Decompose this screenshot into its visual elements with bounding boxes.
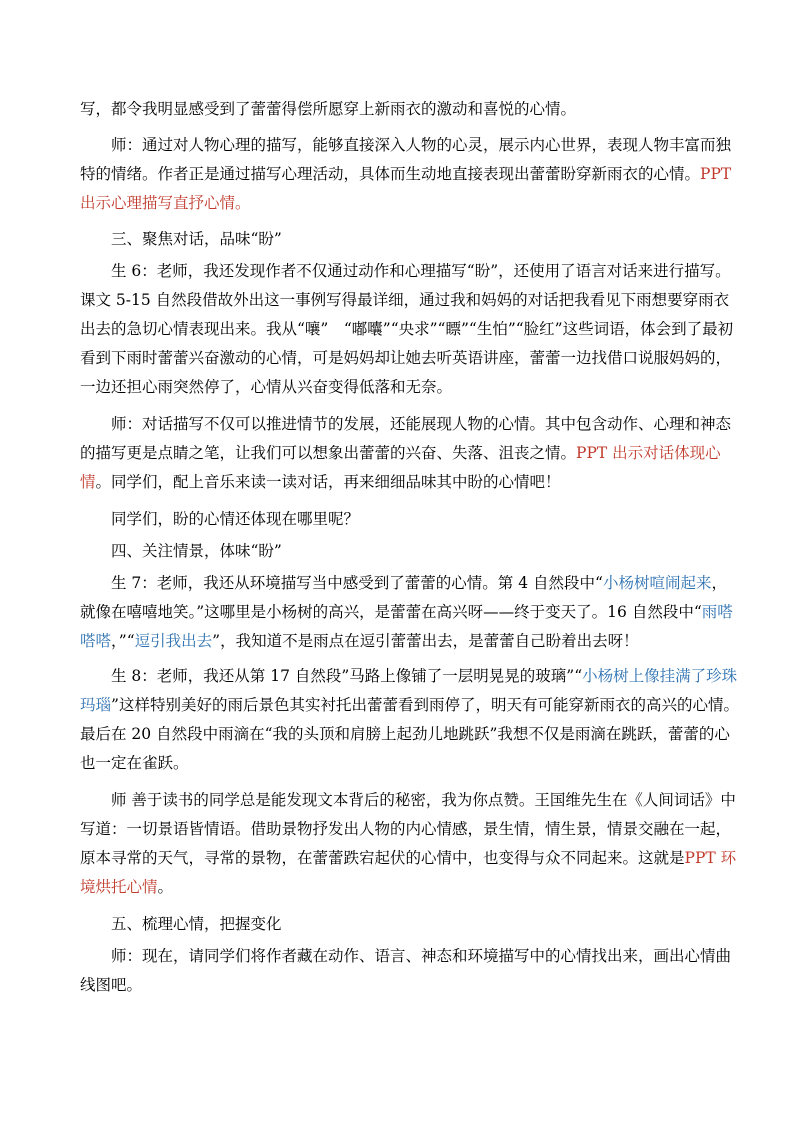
quote-highlight: 逗引我出去 xyxy=(134,632,213,650)
text-run: 师：对话描写不仅可以推进情节的发展，还能展现人物的心情。其中包含动作、心理和神态的描写更是点睛之笔，让我们可以想象出蕾蕾的兴奋、失落、沮丧之情。 xyxy=(80,415,732,462)
paragraph-teacher-dialogue xyxy=(80,410,740,497)
section-heading-4 xyxy=(80,537,740,566)
paragraph-teacher-scenery xyxy=(80,786,740,902)
text-run: 。同学们，配上音乐来读一读对话，再来细细品味其中盼的心情吧！ xyxy=(95,473,561,491)
text-run: 师：通过对人物心理的描写，能够直接深入人物的心灵，展示内心世界，表现人物丰富而独特的情绪。作者正是通过描写心理活动，具体而生动地直接表现出蕾蕾盼穿新雨衣的心情。 xyxy=(80,136,732,183)
paragraph-question xyxy=(80,505,740,534)
text-run: ”这样特别美好的雨后景色其实衬托出蕾蕾看到雨停了，明天有可能穿新雨衣的高兴的心情。最后在 20 自然段中雨滴在“我的头顶和肩膀上起劲儿地跳跃”我想不仅是雨滴在跳跃，蕾蕾的心也一定在雀跃。 xyxy=(80,696,739,772)
heading-text: 五、梳理心情，把握变化 xyxy=(111,915,282,933)
text-run: ”，我知道不是雨点在逗引蕾蕾出去，是蕾蕾自己盼着出去呀！ xyxy=(212,632,639,650)
section-heading-5 xyxy=(80,910,740,939)
text-run: 同学们，盼的心情还体现在哪里呢？ xyxy=(111,510,360,528)
text-run: 师：现在，请同学们将作者藏在动作、语言、神态和环境描写中的心情找出来，画出心情曲线图吧。 xyxy=(80,947,732,994)
text-run: ，就像在嘻嘻地笑。”这哪里是小杨树的高兴，是蕾蕾在高兴呀——终于变天了。16 自然段中“ xyxy=(80,574,727,621)
text-run: ，”“ xyxy=(111,632,135,650)
section-heading-3 xyxy=(80,225,740,254)
paragraph-student-8 xyxy=(80,662,740,778)
quote-highlight: 小杨树喧闹起来 xyxy=(602,574,712,592)
text-run: 。 xyxy=(157,878,174,896)
paragraph-teacher-psychology xyxy=(80,131,740,218)
text-run: 生 8：老师，我还从第 17 自然段”马路上像铺了一层明晃晃的玻璃”“ xyxy=(111,667,583,685)
heading-text: 三、聚焦对话，品味“盼” xyxy=(111,230,282,248)
text-run: 写，都令我明显感受到了蕾蕾得偿所愿穿上新雨衣的激动和喜悦的心情。 xyxy=(80,100,577,118)
paragraph-continuation xyxy=(80,95,740,124)
text-run: 生 6：老师，我还发现作者不仅通过动作和心理描写“盼”，还使用了语言对话来进行描写。课文 5-15 自然段借故外出这一事例写得最详细，通过我和妈妈的对话把我看见下雨想要穿雨衣出去的急切心情表现出来。我从“嚷” “嘟囔”“央求”“瞟”“生怕”“脸红”这些词语，体会到了最初看到下雨时蕾蕾兴奋激动的心情，可是妈妈却让她去听英语讲座，蕾蕾一边找借口说服妈妈的，一边还担心雨突然停了，心情从兴奋变得低落和无奈。 xyxy=(80,262,734,396)
ppt-note: PPT 出示心理描写直抒心情。 xyxy=(80,165,732,212)
heading-text: 四、关注情景，体味“盼” xyxy=(111,542,282,560)
paragraph-student-7 xyxy=(80,569,740,656)
ppt-note: PPT 出示对话体现心情 xyxy=(80,444,721,491)
paragraph-student-6 xyxy=(80,257,740,402)
text-run: 师 善于读书的同学总是能发现文本背后的秘密，我为你点赞。王国维先生在《人间词话》中写道：一切景语皆情语。借助景物抒发出人物的内心情感，景生情，情生景，情景交融在一起，原本寻常的天气，寻常的景物，在蕾蕾跌宕起伏的心情中，也变得与众不同起来。这就是 xyxy=(80,791,736,867)
ppt-note: PPT 环境烘托心情 xyxy=(80,849,737,896)
quote-highlight: 雨嗒嗒嗒 xyxy=(80,603,733,650)
text-run: 生 7：老师，我还从环境描写当中感受到了蕾蕾的心情。第 4 自然段中“ xyxy=(111,574,603,592)
paragraph-teacher-summary xyxy=(80,942,740,1000)
quote-highlight: 小杨树上像挂满了珍珠玛瑙 xyxy=(80,667,738,714)
